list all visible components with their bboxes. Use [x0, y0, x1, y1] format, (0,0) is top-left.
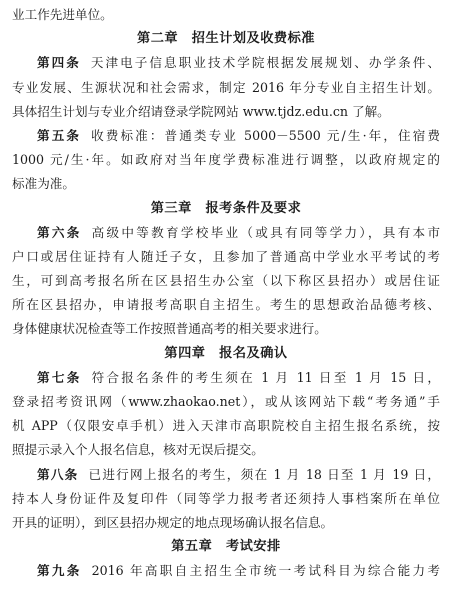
chapter-5-heading: 第五章 考试安排 [171, 539, 281, 555]
article-6-text: 高级中等教育学校毕业（或具有同等学力），具有本市 [91, 224, 440, 240]
article-9-label: 第九条 [37, 563, 82, 579]
article-7-line-2: 登录招考资讯网（www.zhaokao.net），或从该网站下载“考务通”手 [12, 394, 440, 409]
article-6-line-2: 户口或居住证持有人随迁子女，且参加了普通高中学业水平考试的考 [12, 248, 440, 264]
article-9-text: 2016 年高职自主招生全市统一考试科目为综合能力考 [91, 563, 440, 579]
chapter-4-heading: 第四章 报名及确认 [164, 345, 288, 361]
article-4-line-3: 具体招生计划与专业介绍请登录学院网站 www.tjdz.edu.cn 了解。 [12, 103, 390, 119]
article-7-line-1 [12, 366, 440, 390]
text-line: 业工作先进单位。 [12, 7, 113, 22]
article-6-line-5: 身体健康状况检查等工作按照普通高考的相关要求进行。 [12, 321, 327, 337]
article-7-line-3: 机 APP（仅限安卓手机）进入天津市高职院校自主招生报名系统，按 [12, 418, 440, 434]
article-8-line-1 [12, 463, 440, 487]
article-6-line-1 [12, 221, 440, 245]
article-5-line-1 [12, 124, 440, 148]
article-5-label: 第五条 [37, 127, 82, 143]
article-8-label: 第八条 [37, 466, 79, 482]
chapter-3-heading: 第三章 报考条件及要求 [150, 200, 302, 216]
article-5-text: 收费标准：普通类专业 5000－5500 元/生·年，住宿费 [91, 127, 440, 143]
article-8-text: 已进行网上报名的考生，须在 1 月 18 日至 1 月 19 日， [88, 466, 440, 482]
article-8-line-3: 开具的证明），到区县招办规定的地点现场确认报名信息。 [12, 514, 334, 530]
article-6-label: 第六条 [37, 224, 82, 240]
article-4-line-2: 专业发展、生源状况和社会需求，制定 2016 年分专业自主招生计划。 [12, 79, 440, 95]
article-4-label: 第四条 [37, 55, 81, 71]
article-7-text: 符合报名条件的考生须在 1 月 11 日至 1 月 15 日， [91, 369, 440, 385]
article-5-line-2: 1000 元/生·年。如政府对当年度学费标准进行调整，以政府规定的 [12, 152, 440, 168]
article-6-line-3: 生，可到高考报名所在区县招生办公室（以下称区县招办）或居住证 [12, 273, 440, 289]
article-5-line-3: 标准为准。 [12, 176, 75, 192]
chapter-2-heading: 第二章 招生计划及收费标准 [137, 31, 315, 47]
article-7-label: 第七条 [37, 369, 82, 385]
article-9-line-1 [12, 559, 440, 583]
article-7-line-4: 照提示录入个人报名信息，核对无误后提交。 [12, 442, 264, 458]
article-4-line-1 [12, 51, 440, 75]
article-6-line-4: 所在区县招办，申请报考高职自主招生。考生的思想政治品德考核、 [12, 297, 440, 313]
article-4-text: 天津电子信息职业技术学院根据发展规划、办学条件、 [90, 55, 440, 71]
article-8-line-2: 持本人身份证件及复印件（同等学力报考者还须持人事档案所在单位 [12, 490, 440, 506]
